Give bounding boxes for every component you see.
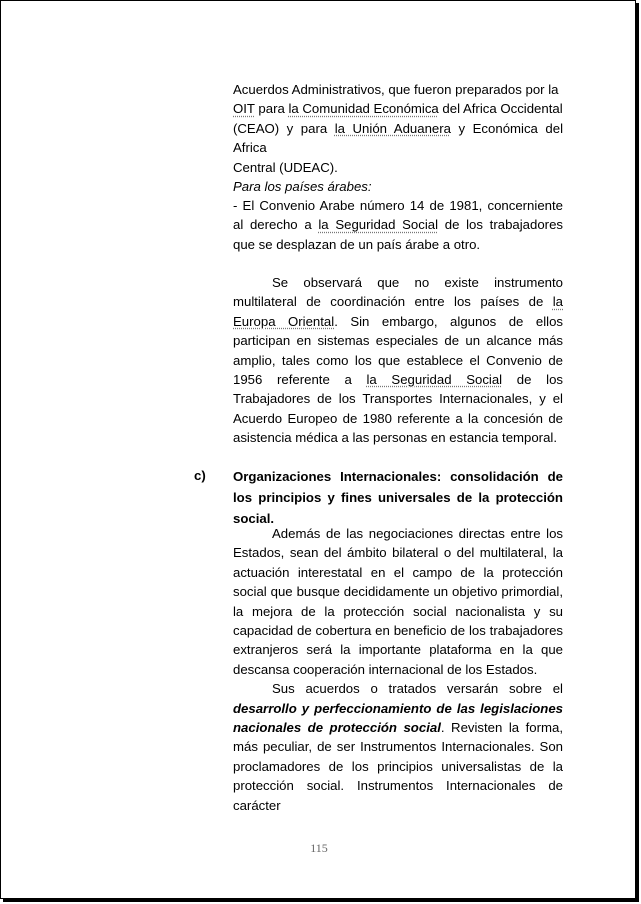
text-span: de los trabajadores que se desplazan de un país árabe a otro. — [233, 217, 563, 252]
paragraph — [233, 679, 563, 815]
emphasis-text: desarrollo y perfeccionamiento de las legislaciones nacionales de protección social — [233, 700, 563, 736]
paragraph — [233, 196, 563, 254]
subheading-arab-countries: Para los países árabes: — [233, 179, 372, 195]
text-line: Acuerdos Administrativos, que fueron preparados por la — [233, 82, 559, 97]
text-block-europe — [233, 273, 563, 448]
linked-term: la Seguridad Social — [366, 372, 503, 388]
linked-term: la Unión Aduanera — [334, 120, 451, 136]
section-letter: c) — [194, 468, 206, 483]
page-number: 115 — [310, 841, 328, 855]
paragraph: Además de las negociaciones directas entre los Estados, sean del ámbito bilateral o del multilateral, la actuación interestatal en el campo de la protección social que busque decididamente un objetivo primordial, la mejora de la protección social nacionalista y su capacidad de cobertura en beneficio de los trabajadores extranjeros será la importante plataforma en la que descansa cooperación internacional de los Estados. — [233, 526, 563, 677]
paragraph-line — [233, 99, 563, 118]
text-span: y Económica del Africa — [233, 120, 563, 156]
text-line: Central (UDEAC). — [233, 159, 338, 175]
linked-term: la Seguridad Social — [318, 217, 439, 233]
text-span: . Revisten la forma, más peculiar, de ser Instrumentos Internacionales. Son proclamadores de los principios universalistas de la protección social. Instrumentos Internacionales de carácter — [233, 720, 563, 813]
linked-term: la Europa Oriental — [233, 294, 563, 329]
text-block-acuerdos — [233, 80, 563, 196]
text-span: del Africa Occidental — [438, 101, 563, 117]
linked-term: OIT — [233, 101, 255, 117]
text-span: - El Convenio Arabe número 14 de 1981, concerniente al derecho a — [233, 198, 563, 233]
text-span: Se observará que no existe instrumento multilateral de coordinación entre los países de — [233, 275, 563, 310]
paragraph-line — [233, 119, 563, 158]
paragraph — [233, 273, 563, 448]
text-block-arab-convention — [233, 196, 563, 254]
text-span: . Sin embargo, algunos de ellos participan en sistemas especiales de un alcance más amplio, tales como los que establece el Convenio de 1956 referente a — [233, 313, 563, 388]
text-block-negotiations — [233, 524, 563, 815]
text-span: de los Trabajadores de los Transportes Internacionales, y el Acuerdo Europeo de 1980 referente a la concesión de asistencia médica a las personas en estancia temporal. — [233, 372, 563, 446]
paragraph-line — [233, 80, 563, 99]
linked-term: la Comunidad Económica — [288, 101, 439, 117]
text-span: (CEAO) y para — [233, 120, 335, 136]
text-span: Sus acuerdos o tratados versarán sobre el — [272, 681, 563, 697]
text-span: para — [254, 101, 289, 117]
paragraph-line — [233, 158, 563, 177]
section-title: Organizaciones Internacionales: consolidación de los principios y fines universales de la protección social. — [233, 469, 563, 526]
